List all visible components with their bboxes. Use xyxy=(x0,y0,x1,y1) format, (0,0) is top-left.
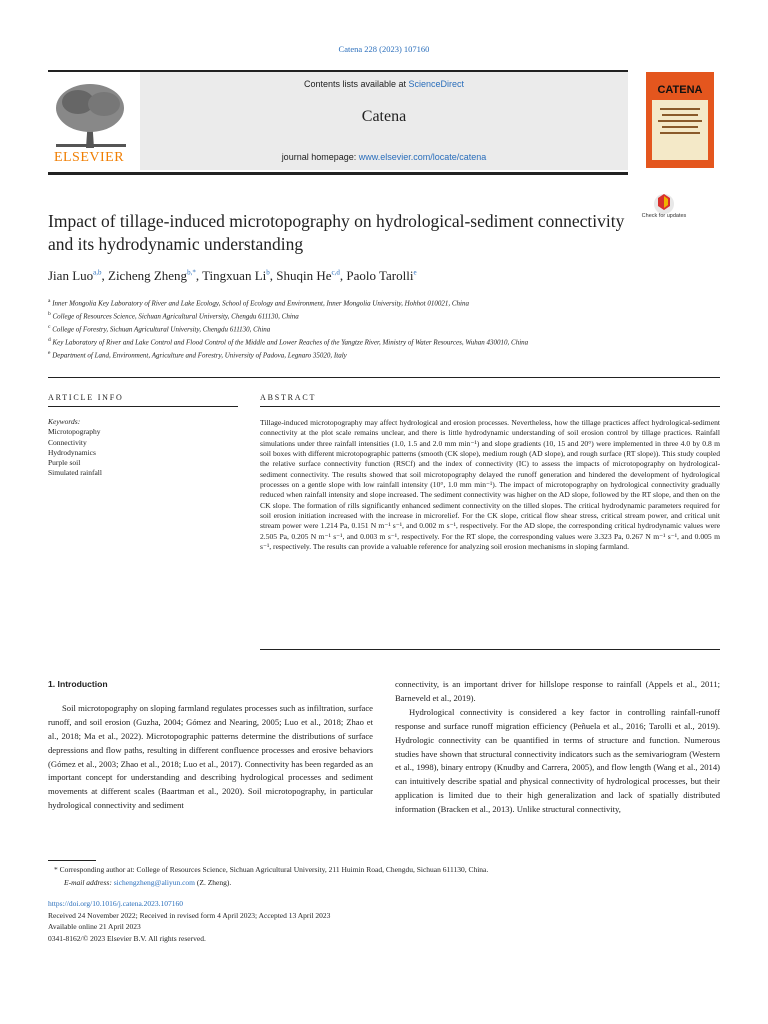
homepage-link[interactable]: www.elsevier.com/locate/catena xyxy=(358,152,487,162)
affiliation: $^c$ College of Forestry, Sichuan Agricultural University, Chengdu 611130, China xyxy=(48,323,271,334)
received-dates: Received 24 November 2022; Received in revised form 4 April 2023; Accepted 13 April 2023 xyxy=(48,910,331,920)
keyword: Simulated rainfall xyxy=(48,468,102,478)
affiliation: $^e$ Department of Land, Environment, Agriculture and Forestry, University of Padova, Legnaro 35020, Italy xyxy=(48,349,347,360)
publisher-name: ELSEVIER xyxy=(53,150,125,165)
keywords-block xyxy=(48,417,238,479)
author[interactable]: Jian Luo$^{a,b}$, xyxy=(48,268,108,283)
author[interactable]: Zicheng Zheng$^{b,*}$, xyxy=(108,268,203,283)
cover-text-lines xyxy=(652,100,708,160)
keyword: Purple soil xyxy=(48,458,81,468)
email-link[interactable]: sichengzheng@aliyun.com xyxy=(113,877,195,887)
intro-left-column xyxy=(48,678,373,813)
author-list xyxy=(48,268,648,284)
article-info-rule xyxy=(48,406,238,407)
doi-link[interactable]: https://doi.org/10.1016/j.catena.2023.107160 xyxy=(48,899,184,908)
keyword: Connectivity xyxy=(48,437,87,447)
author[interactable]: Paolo Tarolli$^e$ xyxy=(346,268,417,283)
article-title: Impact of tillage-induced microtopography on hydrological-sediment connectivity and its hydrodynamic understanding xyxy=(48,211,625,254)
homepage-prefix: journal homepage: xyxy=(281,152,359,162)
copyright: 0341-8162/© 2023 Elsevier B.V. All rights reserved. xyxy=(48,933,206,943)
sciencedirect-link[interactable]: ScienceDirect xyxy=(408,79,465,89)
contents-available xyxy=(140,79,628,89)
article-info-heading: ARTICLE INFO xyxy=(48,393,124,402)
author[interactable]: Shuqin He$^{c,d}$, xyxy=(276,268,347,283)
online-date: Available online 21 April 2023 xyxy=(48,922,141,931)
journal-citation[interactable]: Catena 228 (2023) 107160 xyxy=(338,44,430,54)
abstract-rule xyxy=(260,406,720,407)
header-bottom-rule xyxy=(48,172,628,175)
intro-right-column xyxy=(395,678,720,817)
journal-homepage xyxy=(140,152,628,162)
contents-prefix: Contents lists available at xyxy=(303,79,409,89)
keyword: Microtopography xyxy=(48,427,101,437)
publication-info xyxy=(48,898,708,944)
abstract-text: Tillage-induced microtopography may affect hydrological and erosion processes. Nevertheless, how the tillage practices affect hydrological-sediment connectivity at the plot scale remains unclear, and there is little hydrodynamic understanding of soil erosion control by tillage practices. Rainfall simulations under three rainfall intensities (1.0, 1.5 and 2.0 mm min⁻¹) and slope gradients (10, 15 and 20°) were implemented in three 4.0 by 0.8 m soil boxes with different microtopographic patterns (smooth (CK slope), medium rough (AD slope), and rough surface (RT slope)). This study coupled the relative surface connectivity function (RSCf) and the index of connectivity (IC) to assess the impacts of microtopography on hydrological-sediment connectivity. The results showed that soil microtopography delayed the runoff generation and hindered the development of hydrological processes on a gentle slope with low rainfall intensity (10°, 1.0 mm min⁻¹). The impact of microtopography on hydrological connectivity gradually reduced when rainfall intensity and slope increased. The sediment connectivity was higher on the AD slope, followed by the RT slope, and then on the CK slope. The formation of rills significantly enhanced sediment connectivity on the tilled slopes. The critical hydrodynamic parameters required for soil erosion initiation increased with the increase in microrelief. For the CK slope, critical flow shear stress, critical stream power, and critical unit stream power were 1.214 Pa, 0.151 N m⁻¹ s⁻¹, and 0.002 m s⁻¹, respectively. For the AD slope, the corresponding critical hydrodynamic values were 2.505 Pa, 0.205 N m⁻¹ s⁻¹, and 0.003 m s⁻¹, respectively. For the RT slope, the corresponding values were 3.323 Pa, 0.267 N m⁻¹ s⁻¹, and 0.005 m s⁻¹, respectively. The results can provide a valuable reference for analyzing soil erosion mechanisms in sloping farmland. xyxy=(260,418,720,552)
intro-heading: 1. Introduction xyxy=(48,679,108,689)
keywords-label: Keywords: xyxy=(48,417,81,426)
corresponding-author-note: * Corresponding author at: College of Resources Science, Sichuan Agricultural University, 211 Huimin Road, Chengdu, Sichuan 611130, China. xyxy=(54,865,489,874)
intro-paragraph: Hydrological connectivity is considered a key factor in controlling rainfall-runoff response and surface runoff migration efficiency (Peñuela et al., 2016; Tarolli et al., 2019). Hydrologic connectivity can be quantified in terms of structure and function. Numerous studies have shown that structural connectivity indicators such as the semivariogram (Western et al., 1998), binary entropy (Knudby and Carrera, 2005), and flow length (Wang et al., 2014) can intuitively describe spatial and physical connectivity of hydrological processes, but their application is limited due to their high generalization and lack of spatially distributed information (Bracken et al., 2013). Unlike structural connectivity, xyxy=(395,706,720,815)
affiliation: $^b$ College of Resources Science, Sichuan Agricultural University, Chengdu 611130, China xyxy=(48,310,299,321)
keyword: Hydrodynamics xyxy=(48,447,96,457)
email-line: E-mail address: sichengzheng@aliyun.com (Z. Zheng). xyxy=(64,877,232,887)
affiliation: $^a$ Inner Mongolia Key Laboratory of River and Lake Ecology, School of Ecology and Environment, Inner Mongolia University, Hohhot 010021, China xyxy=(48,298,469,308)
intro-paragraph: Soil microtopography on sloping farmland regulates processes such as infiltration, surface runoff, and soil erosion (Guzha, 2004; Gómez and Nearing, 2005; Luo et al., 2018; Zhao et al., 2018; Ma et al., 2022). Microtopographic patterns determine the distributions of surface depressions and flow paths, resulting in different confluence processes and erosive behaviors (Gómez et al., 2003; Zhao et al., 2018; Luo et al., 2017). Connectivity has been regarded as an important concept for understanding and describing hydrological processes and sediment movements at different scales (Baartman et al., 2020). Soil microtopography, in particular hydrological connectivity and sediment xyxy=(48,702,373,811)
section-top-rule xyxy=(48,377,720,378)
check-for-updates-label[interactable]: Check for updates xyxy=(641,213,687,219)
abstract-bottom-rule xyxy=(260,649,720,650)
abstract-heading: ABSTRACT xyxy=(260,393,317,402)
journal-name: Catena xyxy=(361,108,407,125)
intro-paragraph: connectivity, is an important driver for hillslope response to rainfall (Appels et al., 2011; Barneveld et al., 2019). xyxy=(395,679,720,703)
affiliations xyxy=(48,296,668,361)
footnote xyxy=(54,864,714,889)
footnote-rule xyxy=(48,860,96,861)
author[interactable]: Tingxuan Li$^b$, xyxy=(202,268,277,283)
cover-title: CATENA xyxy=(657,84,703,96)
affiliation: $^d$ Key Laboratory of River and Lake Control and Flood Control of the Middle and Lower Reaches of the Yangtze River, Ministry of Water Resources, Wuhan 430010, China xyxy=(48,336,529,347)
check-for-updates-icon[interactable] xyxy=(646,192,682,228)
